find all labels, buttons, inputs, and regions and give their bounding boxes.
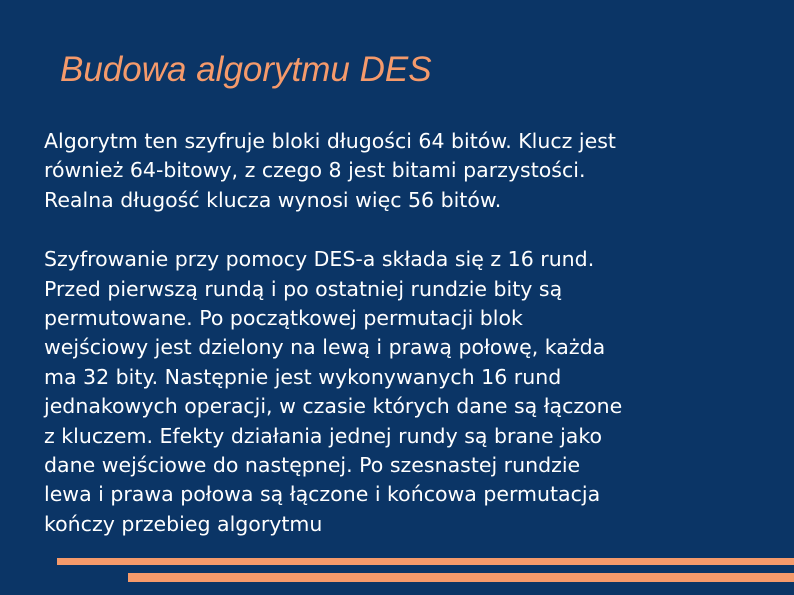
text-line: ma 32 bity. Następnie jest wykonywanych 16 rund bbox=[44, 364, 562, 389]
text-line: Realna długość klucza wynosi więc 56 bitów. bbox=[44, 187, 502, 212]
decorative-bar-bottom bbox=[128, 573, 794, 582]
text-line: Przed pierwszą rundą i po ostatniej rundzie bity są bbox=[44, 276, 563, 301]
text-line: lewa i prawa połowa są łączone i końcowa permutacja bbox=[44, 482, 601, 507]
text-line: kończy przebieg algorytmu bbox=[44, 511, 323, 536]
text-line: Algorytm ten szyfruje bloki długości 64 bitów. Klucz jest bbox=[44, 129, 616, 153]
text-line: permutowane. Po początkowej permutacji blok bbox=[44, 306, 523, 331]
paragraph-key-length bbox=[44, 127, 764, 215]
paragraph-spacer bbox=[44, 215, 764, 245]
text-line: wejściowy jest dzielony na lewą i prawą połowę, każda bbox=[44, 335, 606, 360]
text-line: również 64-bitowy, z czego 8 jest bitami parzystości. bbox=[44, 158, 586, 183]
paragraph-encryption-rounds bbox=[44, 245, 764, 539]
text-line: dane wejściowe do następnej. Po szesnastej rundzie bbox=[44, 453, 581, 478]
slide-title: Budowa algorytmu DES bbox=[60, 50, 432, 89]
text-line: Szyfrowanie przy pomocy DES-a składa się z 16 rund. bbox=[44, 247, 595, 272]
text-line: jednakowych operacji, w czasie których dane są łączone bbox=[44, 394, 623, 419]
text-line: z kluczem. Efekty działania jednej rundy są brane jako bbox=[44, 423, 603, 448]
slide-body bbox=[44, 127, 764, 539]
decorative-bar-top bbox=[57, 558, 794, 565]
